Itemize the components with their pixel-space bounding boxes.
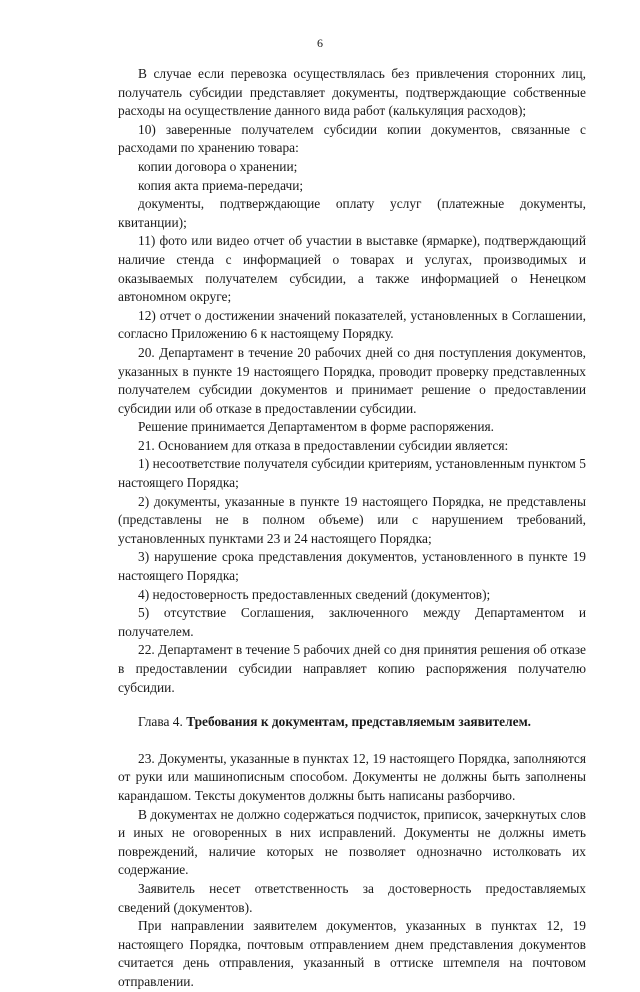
paragraph: 4) недостоверность предоставленных сведений (документов); xyxy=(138,586,491,602)
paragraph: 22. Департамент в течение 5 рабочих дней со дня принятия решения об отказе в предоставлении субсидии направляет копию распоряжения получателю субсидии. xyxy=(118,642,586,695)
paragraph: документы, подтверждающие оплату услуг (платежные документы, квитанции); xyxy=(118,196,586,230)
chapter-prefix: Глава 4. xyxy=(138,714,187,730)
paragraph: 3) нарушение срока представления документов, установленного в пункте 19 настоящего Порядка; xyxy=(118,549,586,584)
document-body xyxy=(118,65,586,992)
paragraph: Решение принимается Департаментом в форме распоряжения. xyxy=(138,419,494,435)
paragraph: копии договора о хранении; xyxy=(138,158,298,174)
paragraph: 23. Документы, указанные в пунктах 12, 19 настоящего Порядка, заполняются от руки или машинописным способом. Документы не должны быть заполнены карандашом. Тексты документов должны быть написаны разборчиво. xyxy=(118,750,586,803)
paragraph: 20. Департамент в течение 20 рабочих дней со дня поступления документов, указанных в пункте 19 настоящего Порядка, проводит проверку представленных получателем субсидии документов и принимает решение о предоставлении субсидии или об отказе в предоставлении субсидии. xyxy=(118,344,586,416)
paragraph: 11) фото или видео отчет об участии в выставке (ярмарке), подтверждающий наличие стенда с информацией о товарах и услугах, производимых и оказываемых получателем субсидии, а также информацией о Ненецком автономном округе; xyxy=(118,233,586,305)
paragraph: При направлении заявителем документов, указанных в пунктах 12, 19 настоящего Порядка, почтовым отправлением днем представления документов считается день отправления, указанный в оттиске штемпеля на почтовом отправлении. xyxy=(118,918,586,989)
paragraph: 12) отчет о достижении значений показателей, установленных в Соглашении, согласно Приложению 6 к настоящему Порядку. xyxy=(118,307,586,342)
page-number: 6 xyxy=(317,36,323,50)
paragraph: 5) отсутствие Соглашения, заключенного между Департаментом и получателем. xyxy=(118,605,586,639)
paragraph: В случае если перевозка осуществлялась без привлечения сторонних лиц, получатель субсидии представляет документы, подтверждающие собственные расходы на осуществление данного вида работ (калькуляция расходов); xyxy=(118,66,586,119)
paragraph: копия акта приема-передачи; xyxy=(138,177,304,193)
paragraph: 21. Основанием для отказа в предоставлении субсидии является: xyxy=(138,437,509,453)
chapter-heading xyxy=(118,713,586,732)
chapter-title: Требования к документам, представляемым заявителем. xyxy=(186,714,532,730)
paragraph: Заявитель несет ответственность за достоверность предоставляемых сведений (документов). xyxy=(118,880,586,915)
paragraph: 1) несоответствие получателя субсидии критериям, установленным пунктом 5 настоящего Порядка; xyxy=(118,456,586,491)
paragraph: В документах не должно содержаться подчисток, приписок, зачеркнутых слов и иных не оговоренных в них исправлений. Документы не должны иметь повреждений, наличие которых не позволяет однозначно истолковать их содержание. xyxy=(118,806,586,878)
paragraph: 2) документы, указанные в пункте 19 настоящего Порядка, не представлены (представлены не в полном объеме) или с нарушением требований, установленных пунктами 23 и 24 настоящего Порядка; xyxy=(118,493,586,546)
paragraph: 10) заверенные получателем субсидии копии документов, связанные с расходами по хранению товара: xyxy=(118,121,586,156)
